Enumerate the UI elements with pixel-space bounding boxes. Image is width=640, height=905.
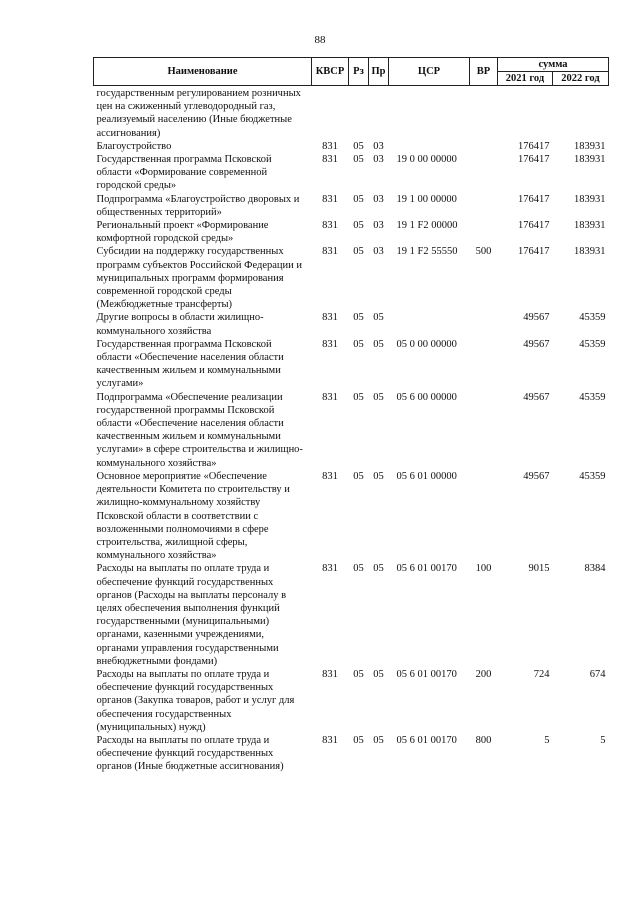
cell-csr: 19 1 F2 55550 — [396, 246, 458, 258]
cell-rz: 05 — [353, 140, 364, 152]
cell-vr — [470, 311, 498, 337]
cell-name: Подпрограмма «Благоустройство дворовых и общественных территорий» — [96, 193, 300, 218]
cell-rz: 05 — [353, 470, 364, 482]
cell-csr — [389, 140, 470, 153]
cell-2022: 674 — [589, 668, 606, 680]
cell-kvsr: 831 — [322, 220, 338, 232]
cell-rz: 05 — [353, 220, 364, 232]
cell-pr: 03 — [373, 193, 384, 205]
table-row — [94, 562, 609, 668]
cell-csr — [389, 311, 470, 337]
cell-vr — [470, 391, 498, 470]
cell-pr: 03 — [373, 140, 384, 152]
cell-csr: 05 0 00 00000 — [396, 338, 457, 350]
cell-2021: 724 — [533, 668, 550, 680]
cell-2022: 183931 — [574, 140, 606, 152]
table-row — [94, 219, 609, 245]
cell-2022: 45359 — [579, 338, 606, 350]
cell-csr: 19 0 00 00000 — [396, 154, 457, 166]
cell-csr: 05 6 00 00000 — [396, 391, 457, 403]
table-row — [94, 311, 609, 337]
cell-2022: 183931 — [574, 193, 606, 205]
cell-name: Основное мероприятие «Обеспечение деятельности Комитета по строительству и жилищно-коммунальному хозяйству Псковской области в соответствии с возложенными полномочиями в сфере строительства, жилищной сферы, коммунального хозяйства» — [96, 470, 290, 562]
cell-pr: 03 — [373, 154, 384, 166]
cell-2021: 176417 — [518, 220, 550, 232]
table-row — [94, 245, 609, 311]
cell-vr — [470, 219, 498, 245]
cell-rz: 05 — [353, 668, 364, 680]
cell-vr: 500 — [475, 246, 492, 258]
cell-kvsr: 831 — [322, 154, 338, 166]
cell-vr — [470, 193, 498, 219]
table-row — [94, 153, 609, 193]
cell-2021: 49567 — [523, 312, 550, 324]
cell-pr: 03 — [373, 220, 384, 232]
cell-pr: 05 — [373, 470, 384, 482]
table-row — [94, 668, 609, 734]
cell-rz — [349, 86, 369, 140]
cell-pr: 05 — [373, 312, 384, 324]
cell-name: Региональный проект «Формирование комфортной городской среды» — [96, 220, 269, 245]
cell-kvsr: 831 — [322, 563, 338, 575]
cell-2022: 183931 — [574, 246, 606, 258]
cell-kvsr: 831 — [322, 312, 338, 324]
cell-rz: 05 — [353, 734, 364, 746]
cell-name: Расходы на выплаты по оплате труда и обеспечение функций государственных органов (Расходы на выплаты персоналу в целях обеспечения выполнения функций государственными (муниципальными) органами, казенными учреждениями, органами управления государственными внебюджетными фондами) — [96, 563, 287, 667]
cell-2021: 49567 — [523, 338, 550, 350]
header-vr: ВР — [470, 58, 498, 86]
cell-2022: 5 — [600, 734, 606, 746]
budget-table — [93, 57, 609, 774]
cell-rz: 05 — [353, 193, 364, 205]
cell-csr: 05 6 01 00170 — [396, 563, 457, 575]
page-number: 88 — [314, 34, 326, 46]
cell-2022: 183931 — [574, 154, 606, 166]
cell-kvsr: 831 — [322, 470, 338, 482]
cell-2021: 176417 — [518, 193, 550, 205]
cell-name: Расходы на выплаты по оплате труда и обеспечение функций государственных органов (Иные бюджетные ассигнования) — [96, 734, 284, 773]
cell-pr: 05 — [373, 563, 384, 575]
cell-rz: 05 — [353, 154, 364, 166]
cell-name: Благоустройство — [96, 140, 172, 152]
table-row — [94, 338, 609, 391]
cell-pr: 05 — [373, 668, 384, 680]
cell-name: Расходы на выплаты по оплате труда и обеспечение функций государственных органов (Закупка товаров, работ и услуг для обеспечения государственных (муниципальных) нужд) — [96, 668, 295, 733]
cell-vr — [470, 153, 498, 193]
cell-kvsr: 831 — [322, 338, 338, 350]
cell-2022: 183931 — [574, 220, 606, 232]
cell-kvsr: 831 — [322, 193, 338, 205]
cell-csr — [389, 86, 470, 140]
cell-kvsr: 831 — [322, 668, 338, 680]
header-2022: 2022 год — [553, 72, 609, 86]
header-2021: 2021 год — [498, 72, 553, 86]
cell-kvsr: 831 — [322, 734, 338, 746]
header-pr: Пр — [369, 58, 389, 86]
cell-2021: 49567 — [523, 391, 550, 403]
cell-csr: 05 6 01 00000 — [396, 470, 457, 482]
cell-2022: 8384 — [584, 563, 606, 575]
cell-2021: 49567 — [523, 470, 550, 482]
cell-rz: 05 — [353, 391, 364, 403]
cell-vr: 800 — [475, 734, 492, 746]
cell-vr — [470, 470, 498, 562]
cell-2021: 176417 — [518, 154, 550, 166]
cell-2021: 176417 — [518, 246, 550, 258]
header-name: Наименование — [94, 58, 312, 86]
cell-rz: 05 — [353, 338, 364, 350]
cell-name: Государственная программа Псковской области «Формирование современной городской среды» — [96, 154, 272, 192]
table-row — [94, 86, 609, 140]
table-body — [94, 86, 609, 774]
cell-pr: 05 — [373, 734, 384, 746]
header-kvsr: КВСР — [312, 58, 349, 86]
cell-pr: 05 — [373, 338, 384, 350]
cell-2022: 45359 — [579, 312, 606, 324]
cell-csr: 05 6 01 00170 — [396, 734, 457, 746]
table-header — [94, 58, 609, 86]
cell-name: Другие вопросы в области жилищно-коммунального хозяйства — [96, 312, 264, 337]
cell-kvsr: 831 — [322, 140, 338, 152]
table-row — [94, 391, 609, 470]
cell-pr — [369, 86, 389, 140]
cell-csr: 19 1 F2 00000 — [396, 220, 458, 232]
header-csr: ЦСР — [389, 58, 470, 86]
cell-kvsr — [312, 86, 349, 140]
cell-csr: 05 6 01 00170 — [396, 668, 457, 680]
cell-vr: 100 — [475, 563, 492, 575]
cell-pr: 03 — [373, 246, 384, 258]
header-sum: сумма — [498, 58, 609, 72]
cell-vr — [470, 140, 498, 153]
cell-kvsr: 831 — [322, 246, 338, 258]
cell-2022 — [553, 86, 609, 140]
cell-name: Субсидии на поддержку государственных программ субъектов Российской Федерации и муниципальных программ формирования современной городской среды (Межбюджетные трансферты) — [96, 246, 303, 311]
cell-2021: 9015 — [528, 563, 550, 575]
cell-name: государственным регулированием розничных цен на сжиженный углеводородный газ, реализуемый населению (Иные бюджетные ассигнования) — [96, 88, 301, 139]
cell-2022: 45359 — [579, 391, 606, 403]
cell-csr: 19 1 00 00000 — [396, 193, 457, 205]
cell-pr: 05 — [373, 391, 384, 403]
cell-vr: 200 — [475, 668, 492, 680]
table-row — [94, 140, 609, 153]
cell-2021 — [498, 86, 553, 140]
table-row — [94, 193, 609, 219]
cell-vr — [470, 86, 498, 140]
cell-2021: 5 — [544, 734, 550, 746]
cell-vr — [470, 338, 498, 391]
cell-kvsr: 831 — [322, 391, 338, 403]
cell-name: Государственная программа Псковской области «Обеспечение населения области качественным жильем и коммунальными услугами» — [96, 338, 284, 390]
cell-2022: 45359 — [579, 470, 606, 482]
table-row — [94, 734, 609, 774]
cell-rz: 05 — [353, 312, 364, 324]
cell-2021: 176417 — [518, 140, 550, 152]
table-row — [94, 470, 609, 562]
cell-name: Подпрограмма «Обеспечение реализации государственной программы Псковской области «Обеспечение населения области качественным жильем и коммунальными услугами» в сфере строительства и жилищно-коммунального хозяйства» — [96, 391, 303, 469]
header-rz: Рз — [349, 58, 369, 86]
cell-rz: 05 — [353, 246, 364, 258]
cell-rz: 05 — [353, 563, 364, 575]
